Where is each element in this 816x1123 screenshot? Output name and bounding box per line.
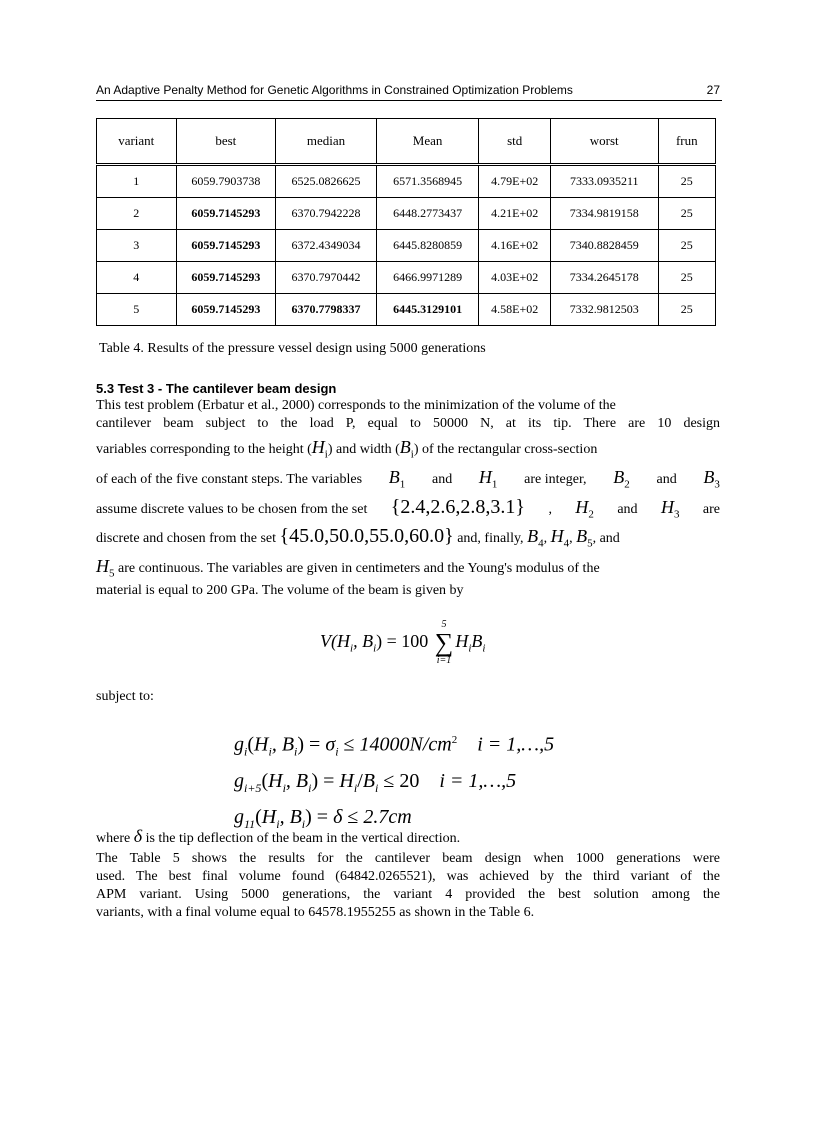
table-4	[96, 118, 716, 326]
table-cell: 6370.7798337	[276, 294, 377, 326]
sigma-symbol: ∑	[434, 628, 454, 657]
math-b-1: $B_1$	[388, 467, 406, 491]
text-run: and, finally,	[457, 531, 524, 546]
text-run: and	[617, 502, 638, 517]
text-run: where	[96, 831, 131, 846]
section-heading: 5.3 Test 3 - The cantilever beam design	[96, 381, 337, 396]
table-cell: 6059.7145293	[176, 198, 276, 230]
volume-equation: $V(H_i$, $B_i) = 100$ 5 ∑ i=1 $H_iB_i$	[320, 619, 486, 666]
table-cell: 5	[97, 294, 177, 326]
eq-lhs: V(H	[320, 631, 350, 652]
table-cell: 4	[97, 262, 177, 294]
table-cell: 25	[658, 165, 715, 198]
paragraph-line	[96, 437, 720, 461]
table-row	[97, 294, 716, 326]
paragraph-line	[96, 826, 720, 847]
paragraph-line: APM variant. Using 5000 generations, the variant 4 provided the best solution among the	[96, 887, 720, 902]
paragraph-line: variants, with a final volume equal to 64578.1955255 as shown in the Table 6.	[96, 905, 535, 920]
eq-lhs-3: ) = 100	[376, 631, 429, 652]
table-cell: 4.58E+02	[479, 294, 550, 326]
table-cell: 6525.0826625	[276, 165, 377, 198]
table-cell: 7333.0935211	[550, 165, 658, 198]
table-cell: 25	[658, 230, 715, 262]
table-header-cell: median	[276, 119, 377, 165]
table-header-cell: best	[176, 119, 276, 165]
paragraph-line: The Table 5 shows the results for the cantilever beam design when 1000 generations were	[96, 851, 720, 866]
constraint-1-rhs: 14000N/cm	[359, 733, 452, 756]
text-run: ) and width (	[327, 442, 400, 457]
table-cell: 6372.4349034	[276, 230, 377, 262]
table-cell: 6059.7145293	[176, 262, 276, 294]
math-b-4: $B_4$	[527, 526, 544, 550]
math-set-b: {2.4,2.6,2.8,3.1}	[390, 496, 525, 518]
paragraph-line	[96, 467, 720, 491]
math-b-i: $B_i$	[399, 437, 414, 461]
summation-sign	[435, 620, 454, 666]
text-run: , and	[592, 531, 620, 546]
paragraph-line: cantilever beam subject to the load P, equal to 50000 N, at its tip. There are 10 design	[96, 416, 720, 431]
running-head-title: An Adaptive Penalty Method for Genetic Algorithms in Constrained Optimization Problems	[96, 83, 573, 97]
paragraph-line: subject to:	[96, 689, 154, 704]
math-h-i: $H_i$	[311, 437, 328, 461]
constraint-1-range: i = 1,…,5	[477, 733, 555, 756]
table-cell: 4.79E+02	[479, 165, 550, 198]
text-run: are integer,	[524, 472, 587, 487]
math-b-5: $B_5$	[576, 526, 593, 550]
math-h-2: $H_2$	[575, 497, 594, 521]
table-cell: 6448.2773437	[376, 198, 479, 230]
table-cell: 25	[658, 198, 715, 230]
constraint-1-exp: 2	[451, 734, 458, 746]
text-run: assume discrete values to be chosen from the set	[96, 502, 368, 517]
table-cell: 4.21E+02	[479, 198, 550, 230]
table-cell: 6059.7145293	[176, 294, 276, 326]
table-cell: 4.16E+02	[479, 230, 550, 262]
table-cell: 25	[658, 294, 715, 326]
table-cell: 2	[97, 198, 177, 230]
text-run: and	[656, 472, 677, 487]
text-run: ) of the rectangular cross-section	[413, 442, 598, 457]
table-cell: 3	[97, 230, 177, 262]
table-cell: 7332.9812503	[550, 294, 658, 326]
math-delta: δ	[133, 826, 143, 846]
table-cell: 1	[97, 165, 177, 198]
table-cell: 25	[658, 262, 715, 294]
paragraph-line: This test problem (Erbatur et al., 2000) corresponds to the minimization of the volume of the	[96, 398, 616, 413]
table-cell: 6445.8280859	[376, 230, 479, 262]
math-h-1: $H_1$	[478, 467, 498, 491]
text-run: discrete and chosen from the set	[96, 531, 276, 546]
table-row	[97, 165, 716, 198]
math-h-4: $H_4$	[550, 526, 570, 550]
constraint-block	[234, 726, 554, 839]
paragraph-line	[96, 556, 720, 580]
constraint-2-rhs: 20	[399, 769, 420, 792]
table-row	[97, 230, 716, 262]
text-run: of each of the five constant steps. The variables	[96, 472, 363, 487]
sum-lower-limit: i=1	[436, 655, 452, 666]
table-row	[97, 262, 716, 294]
constraint-3: $g_{11}(H_i$, $B_i) = \delta \le 2.7cm$	[234, 805, 412, 831]
paragraph-line: assume discrete values to be chosen from the set {2.4,2.6,2.8,3.1} , $H_2$ and $H_3$ are	[96, 496, 720, 521]
table-header-cell: Mean	[376, 119, 479, 165]
constraint-3-rhs: 2.7cm	[363, 805, 412, 828]
text-run: is the tip deflection of the beam in the vertical direction.	[145, 831, 461, 846]
math-b-2: $B_2$	[613, 467, 630, 491]
paragraph-line: material is equal to 200 GPa. The volume of the beam is given by	[96, 583, 464, 598]
table-cell: 7340.8828459	[550, 230, 658, 262]
table-cell: 6059.7145293	[176, 230, 276, 262]
text-run: are continuous. The variables are given in centimeters and the Young's modulus of the	[118, 561, 600, 576]
table-cell: 6466.9971289	[376, 262, 479, 294]
math-h-5: $H_5$	[96, 556, 115, 580]
table-cell: 7334.2645178	[550, 262, 658, 294]
paragraph-line: used. The best final volume found (64842.0265521), was achieved by the third variant of the	[96, 869, 720, 884]
constraint-2: $g_{i+5}(H_i$, $B_i) = H_i/B_i \le 20$ i = 1,…,5	[234, 769, 517, 795]
table-cell: 6370.7942228	[276, 198, 377, 230]
table-header-row	[97, 119, 716, 165]
sum-upper-limit: 5	[441, 619, 447, 630]
table-header-cell: variant	[97, 119, 177, 165]
table-cell: 6059.7903738	[176, 165, 276, 198]
table-header-cell: std	[479, 119, 550, 165]
math-b-3: $B_3$	[703, 467, 720, 491]
table-header-cell: worst	[550, 119, 658, 165]
table-row	[97, 198, 716, 230]
table-cell: 6445.3129101	[376, 294, 479, 326]
table-cell: 6571.3568945	[376, 165, 479, 198]
text-run: and	[431, 472, 453, 487]
eq-lhs-2: , B	[353, 631, 374, 652]
running-head	[96, 82, 722, 101]
text-run: are	[702, 502, 720, 517]
table-cell: 7334.9819158	[550, 198, 658, 230]
paragraph-line: discrete and chosen from the set {45.0,50.0,55.0,60.0} and, finally, $B_4$, $H_4$, $B_5$, and	[96, 525, 620, 550]
page-number: 27	[706, 83, 720, 97]
constraint-2-range: i = 1,…,5	[439, 769, 517, 792]
table-cell: 4.03E+02	[479, 262, 550, 294]
math-h-3: $H_3$	[660, 497, 680, 521]
math-set-h: {45.0,50.0,55.0,60.0}	[279, 525, 454, 547]
constraint-1: $g_i(H_i$, $B_i) = \sigma_i \le 14000N/cm^2$ i = 1,…,5	[234, 733, 555, 759]
table-cell: 6370.7970442	[276, 262, 377, 294]
table-header-cell: frun	[658, 119, 715, 165]
text-run: variables corresponding to the height (	[96, 442, 312, 457]
table-caption: Table 4. Results of the pressure vessel design using 5000 generations	[99, 341, 486, 356]
